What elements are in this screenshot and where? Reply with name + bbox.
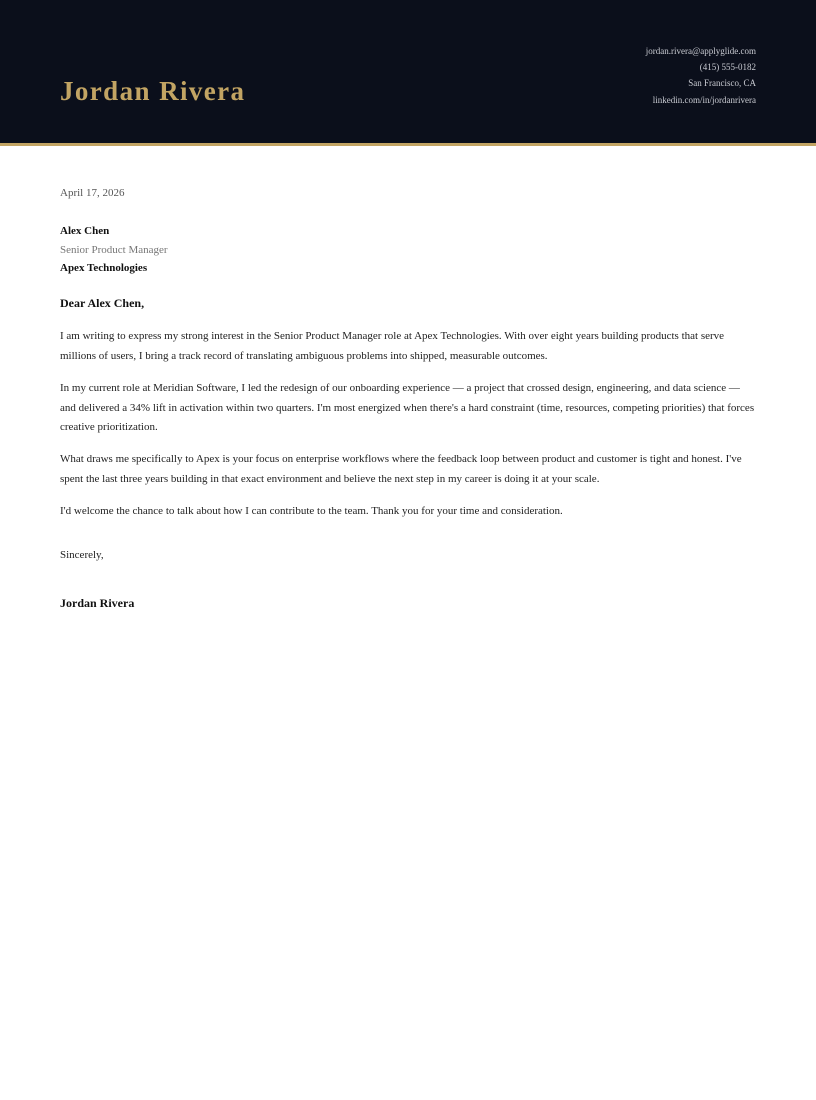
recipient-name: Alex Chen [60,225,110,238]
paragraph-1: I am writing to express my strong interest in the Senior Product Manager role at Apex Technologies. With over eight years building products that serve millions of users, I bring a track record of translating ambiguous problems into shipped, measurable outcomes. [60,330,725,362]
recipient-title: Senior Product Manager [60,243,168,256]
contact-email: jordan.rivera@applyglide.com [645,46,756,56]
paragraph-3: What draws me specifically to Apex is your focus on enterprise workflows where the feedback loop between product and customer is tight and honest. I've spent the last three years building in that exact environment and believe the next step in my career is doing it at your scale. [60,453,742,485]
closing: Sincerely, [60,548,104,561]
contact-phone: (415) 555-0182 [699,62,756,73]
contact-block [646,43,756,108]
signature: Jordan Rivera [60,595,135,610]
letter-date: April 17, 2026 [60,187,125,199]
recipient-company: Apex Technologies [60,262,148,275]
letter-body [60,184,756,613]
paragraph-2: In my current role at Meridian Software, I led the redesign of our onboarding experience — a project that crossed design, engineering, and data science — and delivered a 34% lift in activation within two quarters. I'm most energized when there's a hard constraint (time, resources, competing priorities) that forces creative prioritization. [60,382,755,433]
contact-location: San Francisco, CA [688,78,756,89]
contact-linkedin: linkedin.com/in/jordanrivera [652,94,756,105]
letterhead [0,0,816,146]
paragraph-4: I'd welcome the chance to talk about how I can contribute to the team. Thank you for your time and consideration. [60,505,563,518]
sender-name: Jordan Rivera [60,76,246,106]
salutation: Dear Alex Chen, [60,295,145,310]
recipient-block [60,222,756,278]
